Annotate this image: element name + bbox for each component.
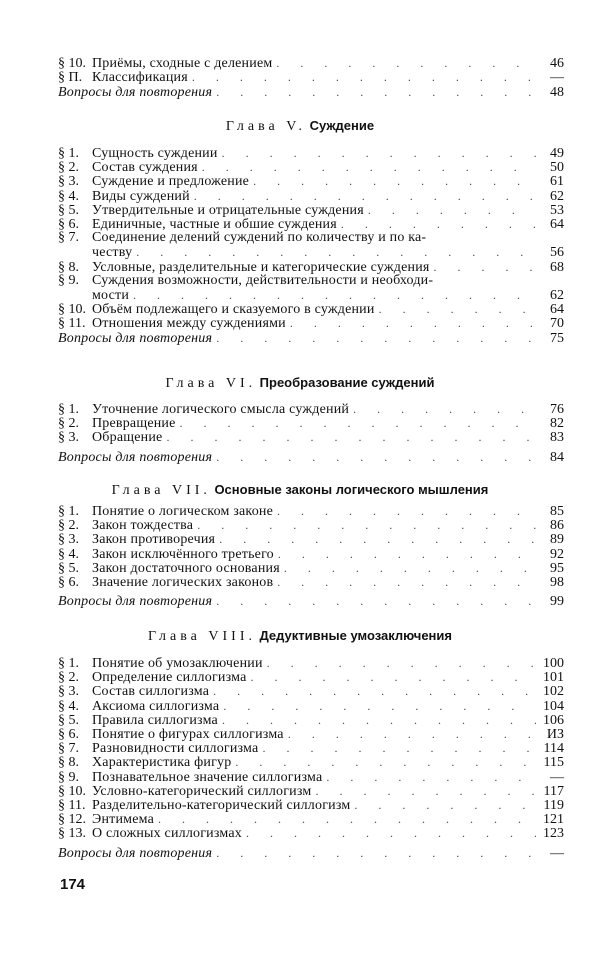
toc-entry[interactable]	[58, 416, 564, 430]
questions-entry[interactable]	[58, 450, 564, 464]
entry-title: Значение логических законов	[92, 574, 274, 590]
toc-entry[interactable]	[58, 755, 564, 769]
toc-entry[interactable]	[58, 56, 564, 70]
entry-number: § 2.	[58, 518, 79, 534]
entry-title: Суждения возможности, действительности и необходи-	[92, 272, 434, 288]
entry-title: Правила силлогизма	[92, 712, 218, 728]
entry-number: § 3.	[58, 684, 79, 700]
dot-leader	[215, 532, 536, 546]
entry-page: 98	[550, 574, 564, 590]
entry-title-continued: честву	[92, 245, 133, 261]
entry-number: § 13.	[58, 826, 86, 842]
entry-title: Понятие об умозаключении	[92, 656, 263, 671]
entry-title: Характеристика фигур	[92, 755, 232, 771]
dot-leader	[375, 302, 536, 316]
dot-leader	[212, 331, 536, 345]
entry-number: § 10.	[58, 56, 86, 71]
entry-page: 76	[550, 402, 564, 417]
entry-number: § 3.	[58, 532, 79, 548]
entry-title: Аксиома силлогизма	[92, 698, 220, 714]
toc-entry[interactable]	[58, 784, 564, 798]
entry-page: 106	[543, 712, 564, 728]
entry-number: § 1.	[58, 656, 79, 671]
entry-title: Разделительно-категорический силлогизм	[92, 797, 351, 813]
toc-entry[interactable]	[58, 812, 564, 826]
questions-entry[interactable]	[58, 85, 564, 99]
toc-entry[interactable]	[58, 504, 564, 518]
chapter-6-block	[58, 402, 564, 464]
toc-entry[interactable]	[58, 174, 564, 188]
dot-leader	[219, 699, 536, 713]
entry-page: 82	[550, 416, 564, 432]
entry-page: 70	[550, 316, 564, 332]
toc-entry[interactable]	[58, 70, 564, 84]
entry-page: —	[550, 846, 564, 862]
entry-number: § 3.	[58, 430, 79, 446]
entry-title: Отношения между суждениями	[92, 316, 286, 332]
entry-number: § 7.	[58, 230, 79, 246]
entry-page: 75	[550, 331, 564, 347]
dot-leader	[350, 798, 536, 812]
dot-leader	[154, 812, 536, 826]
entry-page: 49	[550, 146, 564, 161]
chapter-heading	[0, 118, 600, 135]
toc-entry[interactable]	[58, 547, 564, 561]
page-number: 174	[60, 876, 86, 893]
dot-leader	[209, 684, 536, 698]
entry-title: Классификация	[92, 70, 188, 86]
entry-title: Единичные, частные и обшие суждения	[92, 216, 337, 232]
entry-page: 68	[550, 259, 564, 275]
dot-leader	[212, 450, 536, 464]
chapter-title: Дедуктивные умозаключения	[259, 628, 452, 643]
entry-page: 117	[543, 783, 564, 799]
toc-entry[interactable]	[58, 518, 564, 532]
dot-leader	[249, 174, 536, 188]
entry-title: Познавательное значение силлогизма	[92, 769, 323, 785]
entry-page: —	[550, 70, 564, 86]
entry-page: 53	[550, 202, 564, 218]
toc-entry[interactable]	[58, 684, 564, 698]
dot-leader	[284, 727, 536, 741]
entry-number: § 12.	[58, 812, 86, 828]
entry-page: 95	[550, 560, 564, 576]
entry-title: Обращение	[92, 430, 163, 446]
dot-leader	[247, 670, 537, 684]
entry-title: Понятие о фигурах силлогизма	[92, 726, 284, 742]
chapter-5-block	[58, 146, 564, 346]
entry-title: Условно-категорический силлогизм	[92, 783, 312, 799]
dot-leader	[263, 656, 536, 670]
toc-entry[interactable]	[58, 798, 564, 812]
entry-page: ИЗ	[546, 726, 564, 742]
dot-leader	[212, 85, 536, 99]
entry-title: Энтимема	[92, 812, 154, 828]
entry-title: Превращение	[92, 416, 176, 432]
toc-entry[interactable]	[58, 217, 564, 231]
entry-title: Состав силлогизма	[92, 684, 210, 700]
dot-leader	[364, 203, 536, 217]
dot-leader	[272, 56, 536, 70]
entry-number: § 2.	[58, 416, 79, 432]
questions-title: Вопросы для повторения	[58, 85, 213, 101]
toc-entry[interactable]	[58, 160, 564, 174]
toc-entry[interactable]	[58, 561, 564, 575]
toc-entry[interactable]	[58, 713, 564, 727]
entry-title: Суждение и предложение	[92, 174, 250, 190]
chapter-label: Глава V.	[225, 119, 307, 134]
dot-leader	[337, 217, 536, 231]
entry-title: Закон тождества	[92, 518, 194, 534]
entry-number: § 4.	[58, 546, 79, 562]
toc-entry[interactable]	[58, 189, 564, 203]
dot-leader	[231, 755, 536, 769]
entry-page: 84	[550, 449, 564, 465]
entry-title: Состав суждения	[92, 160, 198, 176]
questions-title: Вопросы для повторения	[58, 594, 213, 610]
entry-title: Закон исключённого третьего	[92, 546, 274, 562]
toc-entry[interactable]	[58, 699, 564, 713]
entry-page: 46	[550, 56, 564, 71]
dot-leader	[286, 316, 536, 330]
entry-page: 61	[550, 174, 564, 190]
toc-entry[interactable]	[58, 532, 564, 546]
toc-entry[interactable]	[58, 302, 564, 316]
entry-number: § 9.	[58, 272, 79, 288]
entry-number: § 10.	[58, 783, 86, 799]
chapter-title: Преобразование суждений	[259, 375, 435, 390]
chapter-label: Глава VII.	[111, 483, 211, 498]
toc-entry[interactable]	[58, 727, 564, 741]
entry-title: Закон достаточного основания	[92, 560, 280, 576]
entry-page: 92	[550, 546, 564, 562]
entry-number: § 6.	[58, 574, 79, 590]
entry-page: 50	[550, 160, 564, 176]
dot-leader	[176, 416, 536, 430]
entry-page: 85	[550, 504, 564, 519]
entry-number: § 1.	[58, 146, 79, 161]
dot-leader	[162, 430, 536, 444]
chapter-heading	[0, 482, 600, 499]
entry-number: § 8.	[58, 755, 79, 771]
dot-leader	[280, 561, 536, 575]
dot-leader	[188, 70, 536, 84]
chapter-8-block	[58, 656, 564, 861]
toc-entry[interactable]	[58, 146, 564, 160]
entry-page: 101	[543, 670, 564, 686]
entry-number: § 2.	[58, 670, 79, 686]
entry-number: § 11.	[58, 797, 86, 813]
entry-page: 89	[550, 532, 564, 548]
questions-title: Вопросы для повторения	[58, 331, 213, 347]
entry-page: 121	[543, 812, 564, 828]
entry-number: § 4.	[58, 188, 79, 204]
chapter-title: Суждение	[309, 118, 375, 133]
dot-leader	[273, 504, 536, 518]
entry-number: § 1.	[58, 504, 79, 519]
entry-title: Виды суждений	[92, 188, 190, 204]
entry-page: 56	[550, 245, 564, 261]
toc-entry-continuation[interactable]	[58, 288, 564, 302]
entry-number: § П.	[58, 70, 83, 86]
entry-page: 100	[543, 656, 564, 671]
dot-leader	[132, 245, 536, 259]
toc-entry[interactable]	[58, 316, 564, 330]
entry-page: 83	[550, 430, 564, 446]
entry-page: 62	[550, 188, 564, 204]
dot-leader	[274, 547, 536, 561]
chapter-label: Глава VI.	[165, 376, 257, 391]
toc-entry[interactable]	[58, 430, 564, 444]
dot-leader	[258, 741, 536, 755]
entry-number: § 5.	[58, 202, 79, 218]
dot-leader	[198, 160, 536, 174]
dot-leader	[273, 575, 536, 589]
entry-number: § 5.	[58, 560, 79, 576]
entry-title: О сложных силлогизмах	[92, 826, 242, 842]
dot-leader	[218, 146, 536, 160]
entry-page: 86	[550, 518, 564, 534]
dot-leader	[349, 402, 536, 416]
toc-entry[interactable]	[58, 231, 564, 245]
entry-number: § 11.	[58, 316, 86, 332]
chapter-7-block	[58, 504, 564, 608]
chapter-title: Основные законы логического мышления	[214, 482, 489, 497]
entry-page: 119	[543, 797, 564, 813]
entry-number: § 5.	[58, 712, 79, 728]
dot-leader	[129, 288, 536, 302]
questions-title: Вопросы для повторения	[58, 449, 213, 465]
entry-title: Разновидности силлогизма	[92, 741, 259, 757]
entry-page: 114	[543, 741, 564, 757]
questions-entry[interactable]	[58, 331, 564, 345]
entry-title: Уточнение логического смысла суждений	[92, 402, 350, 417]
chapter-heading	[0, 375, 600, 392]
entry-title-continued: мости	[92, 287, 130, 303]
entry-title: Определение силлогизма	[92, 670, 247, 686]
dot-leader	[190, 189, 536, 203]
dot-leader	[218, 713, 536, 727]
entry-number: § 7.	[58, 741, 79, 757]
entry-page: 48	[550, 85, 564, 101]
toc-entry[interactable]	[58, 656, 564, 670]
toc-entry[interactable]	[58, 741, 564, 755]
entry-title: Соединение делений суждений по количеству и по ка-	[92, 230, 427, 246]
toc-entry[interactable]	[58, 670, 564, 684]
entry-number: § 9.	[58, 769, 79, 785]
entry-page: —	[550, 769, 564, 785]
entry-title: Объём подлежащего и сказуемого в суждении	[92, 302, 375, 318]
entry-page: 64	[550, 302, 564, 318]
entry-title: Условные, разделительные и категорические суждения	[92, 259, 430, 275]
entry-title: Сущность суждении	[92, 146, 218, 161]
questions-entry[interactable]	[58, 594, 564, 608]
dot-leader	[311, 784, 536, 798]
dot-leader	[242, 826, 536, 840]
questions-title: Вопросы для повторения	[58, 846, 213, 862]
entry-number: § 10.	[58, 302, 86, 318]
entry-page: 102	[543, 684, 564, 700]
toc-entry[interactable]	[58, 260, 564, 274]
entry-page: 99	[550, 594, 564, 610]
entry-number: § 1.	[58, 402, 79, 417]
entry-number: § 6.	[58, 216, 79, 232]
toc-entry[interactable]	[58, 274, 564, 288]
entry-title: Утвердительные и отрицательные суждения	[92, 202, 364, 218]
toc-entry[interactable]	[58, 770, 564, 784]
toc-top-block	[58, 56, 564, 100]
entry-title: Понятие о логическом законе	[92, 504, 274, 519]
toc-entry[interactable]	[58, 402, 564, 416]
toc-entry[interactable]	[58, 203, 564, 217]
toc-entry[interactable]	[58, 575, 564, 589]
entry-number: § 3.	[58, 174, 79, 190]
entry-number: § 2.	[58, 160, 79, 176]
toc-entry-continuation[interactable]	[58, 245, 564, 259]
entry-page: 123	[543, 826, 564, 842]
entry-page: 64	[550, 216, 564, 232]
entry-number: § 8.	[58, 259, 79, 275]
entry-number: § 4.	[58, 698, 79, 714]
toc-entry[interactable]	[58, 826, 564, 840]
questions-entry[interactable]	[58, 846, 564, 860]
dot-leader	[430, 260, 536, 274]
entry-number: § 6.	[58, 726, 79, 742]
entry-title: Закон противоречия	[92, 532, 216, 548]
dot-leader	[193, 518, 536, 532]
chapter-heading	[0, 628, 600, 645]
chapter-label: Глава VIII.	[148, 629, 256, 644]
dot-leader	[212, 594, 536, 608]
dot-leader	[322, 770, 536, 784]
dot-leader	[212, 846, 536, 860]
entry-page: 115	[543, 755, 564, 771]
entry-page: 104	[543, 698, 564, 714]
entry-title: Приёмы, сходные с делением	[92, 56, 273, 71]
entry-page: 62	[550, 287, 564, 303]
